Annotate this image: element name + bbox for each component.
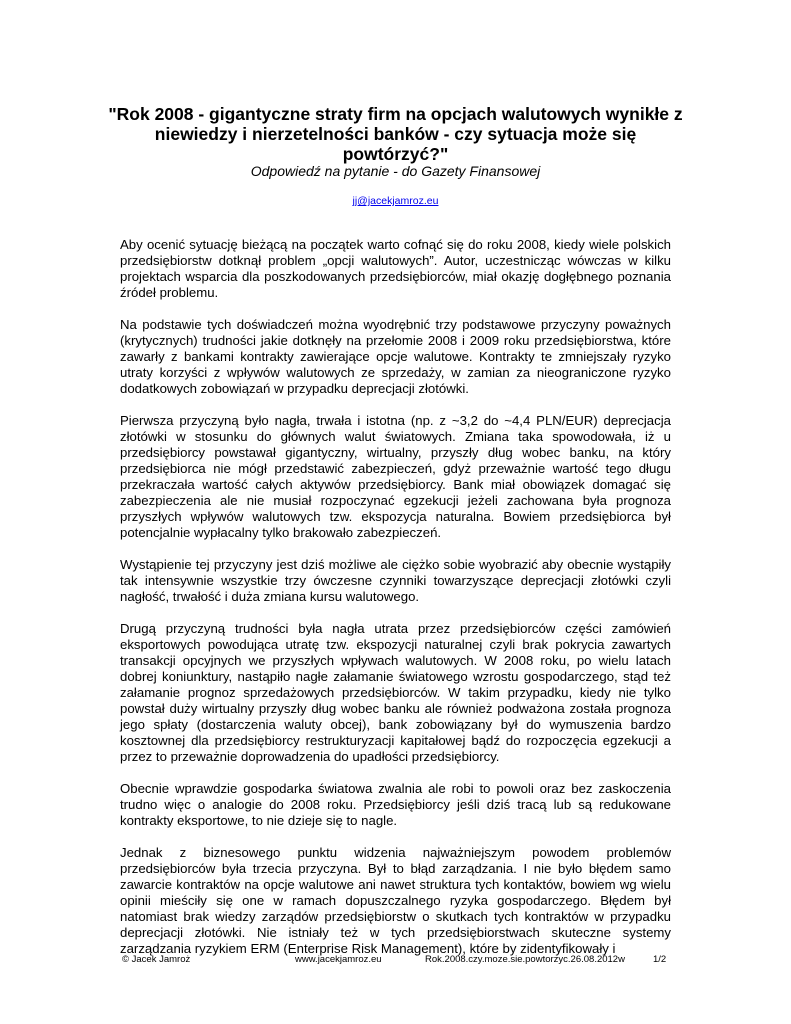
document-body [120, 237, 671, 973]
document-subtitle: Odpowiedź na pytanie - do Gazety Finansowej [250, 163, 541, 179]
paragraph-7: Jednak z biznesowego punktu widzenia najważniejszym powodem problemów przedsiębiorców była trzecia przyczyna. Był to błąd zarządzania. I nie było błędem samo zawarcie kontraktów na opcje walutowe ani nawet struktura tych kontaktów, bowiem wg wielu opinii mieściły się one w ramach dopuszczalnego ryzyka gospodarczego. Błędem był natomiast brak wiedzy zarządów przedsiębiorstw o skutkach tych kontraktów w przypadku deprecjacji złotówki. Nie istniały też w tych przedsiębiorstwach skuteczne systemy zarządzania ryzykiem ERM (Enterprise Risk Management), które by zidentyfikowały i [120, 845, 671, 956]
footer-page-number: 1/2 [653, 954, 667, 965]
paragraph-4: Wystąpienie tej przyczyny jest dziś możliwe ale ciężko sobie wyobrazić aby obecnie wystąpiły tak intensywnie wszystkie trzy ówczesne czynniki towarzyszące deprecjacji złotówki czyli nagłość, trwałość i duża zmiana kursu walutowego. [120, 557, 671, 604]
footer-copyright: © Jacek Jamroż [122, 954, 191, 965]
email-link[interactable]: jj@jacekjamroz.eu [352, 195, 439, 207]
document-title: "Rok 2008 - gigantyczne straty firm na opcjach walutowych wynikłe z niewiedzy i nierzetelności banków - czy sytuacja może się powtórzyć?" [108, 104, 683, 164]
paragraph-6: Obecnie wprawdzie gospodarka światowa zwalnia ale robi to powoli oraz bez zaskoczenia trudno więc o analogie do 2008 roku. Przedsiębiorcy jeśli dziś tracą lub są redukowane kontrakty eksportowe, to nie dzieje się to nagle. [120, 781, 671, 828]
paragraph-5: Drugą przyczyną trudności była nagła utrata przez przedsiębiorców części zamówień eksportowych powodująca utratę tzw. ekspozycji naturalnej czyli brak pokrycia zawartych transakcji opcyjnych we przyszłych wpływach walutowych. W 2008 roku, po wielu latach dobrej koniunktury, nastąpiło nagłe załamanie światowego wzrostu gospodarczego, stąd też załamanie prognoz sprzedażowych przedsiębiorców. W takim przypadku, kiedy nie tylko powstał duży wirtualny przyszły dług wobec banku ale również podważona została prognoza jego spłaty (dostarczenia waluty obcej), bank zobowiązany był do wymuszenia bardzo kosztownej dla przedsiębiorcy restrukturyzacji kapitałowej bądź do rozpoczęcia egzekucji a przez to przeważnie doprowadzenia do upadłości przedsiębiorcy. [120, 621, 671, 764]
author-email [100, 195, 691, 208]
paragraph-3: Pierwsza przyczyną było nagła, trwała i istotna (np. z ~3,2 do ~4,4 PLN/EUR) deprecjacja złotówki w stosunku do głównych walut światowych. Zmiana taka spowodowała, iż u przedsiębiorcy powstawał gigantyczny, wirtualny, przyszły dług wobec banku, na który przedsiębiorca nie mógł przedstawić zabezpieczeń, gdyż przeważnie wartość tego długu przekraczała wartość całych aktywów przedsiębiorcy. Bank miał obowiązek domagać się zabezpieczenia ale nie musiał rozpoczynać egzekucji jeżeli zachowana była prognoza przyszłych wpływów walutowych tzw. ekspozycja naturalna. Bowiem przedsiębiorca był potencjalnie wypłacalny tylko brakowało zabezpieczeń. [120, 413, 671, 540]
footer-website: www.jacekjamroz.eu [295, 954, 382, 965]
paragraph-1: Aby ocenić sytuację bieżącą na początek warto cofnąć się do roku 2008, kiedy wiele polskich przedsiębiorstw dotknął problem „opcji walutowych”. Autor, uczestnicząc wówczas w kilku projektach wsparcia dla poszkodowanych przedsiębiorców, miał okazję dogłębnego poznania źródeł problemu. [120, 237, 671, 300]
footer-filename: Rok.2008.czy.moze.sie.powtorzyc.26.08.2012w [425, 954, 625, 965]
paragraph-2: Na podstawie tych doświadczeń można wyodrębnić trzy podstawowe przyczyny poważnych (krytycznych) trudności jakie dotknęły na przełomie 2008 i 2009 roku przedsiębiorstwa, które zawarły z bankami kontrakty zawierające opcje walutowe. Kontrakty te zmniejszały ryzyko utraty korzyści z wpływów walutowych ze sprzedaży, w zamian za nieograniczone ryzyko dodatkowych zobowiązań w przypadku deprecjacji złotówki. [120, 317, 671, 396]
